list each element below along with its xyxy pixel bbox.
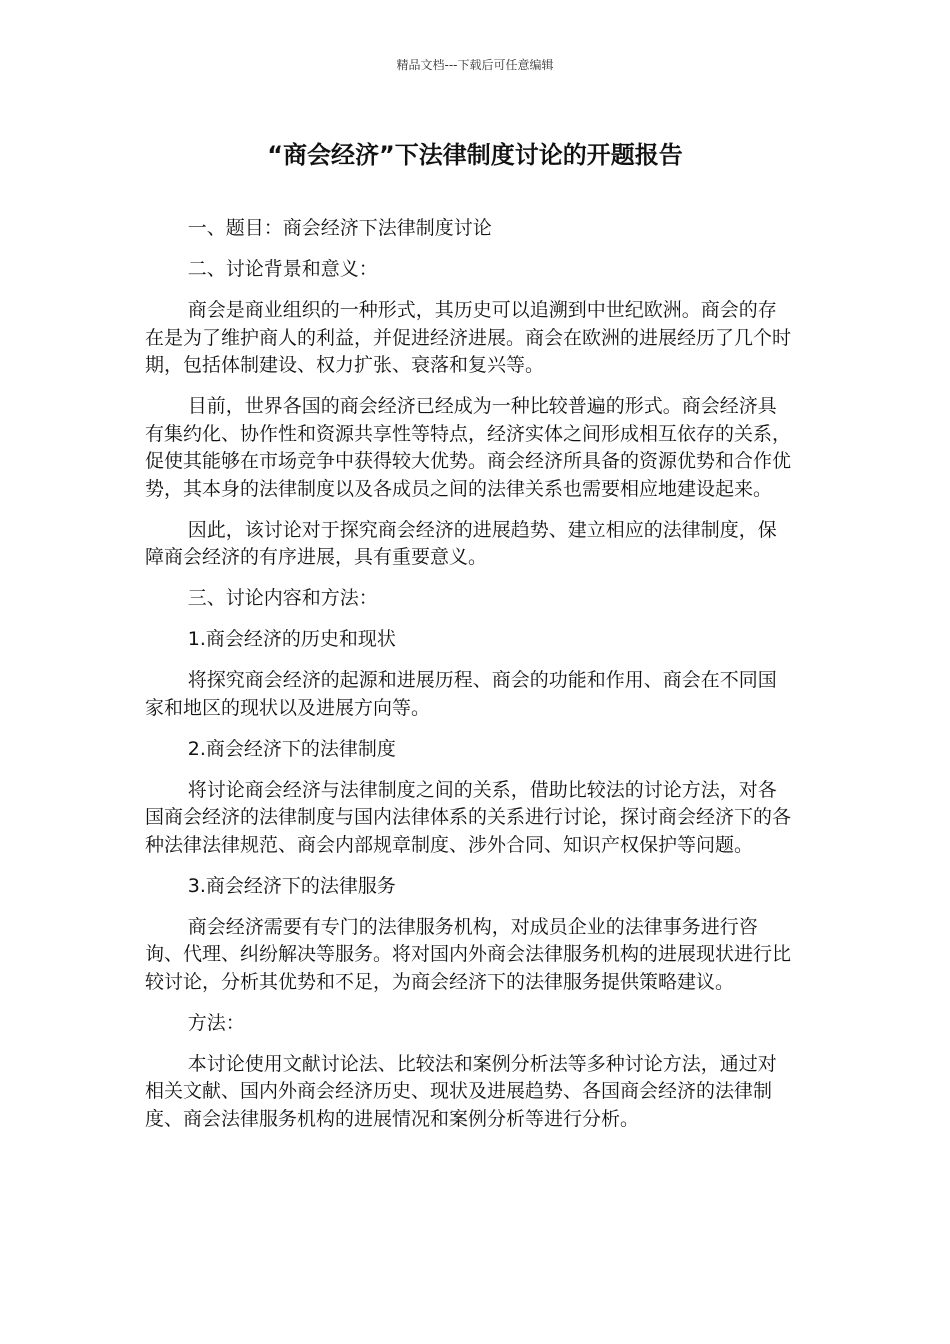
- method-heading: 方法：: [187, 1011, 245, 1034]
- paragraph: 将探究商会经济的起源和进展历程、商会的功能和作用、商会在不同国家和地区的现状以及进展方向等。: [145, 669, 777, 719]
- paragraph: 商会经济需要有专门的法律服务机构，对成员企业的法律事务进行咨询、代理、纠纷解决等服务。将对国内外商会法律服务机构的进展现状进行比较讨论，分析其优势和不足，为商会经济下的法律服务提供策略建议。: [145, 915, 792, 993]
- subsection-heading: 1.商会经济的历史和现状: [187, 628, 396, 650]
- page-header: 精品文档---下载后可任意编辑: [396, 58, 554, 72]
- paragraph: 将讨论商会经济与法律制度之间的关系，借助比较法的讨论方法，对各国商会经济的法律制度与国内法律体系的关系进行讨论，探讨商会经济下的各种法律法律规范、商会内部规章制度、涉外合同、知识产权保护等问题。: [145, 778, 792, 856]
- section-background-heading: 二、讨论背景和意义：: [187, 258, 378, 280]
- section-topic-heading: 一、题目：商会经济下法律制度讨论: [187, 217, 492, 239]
- section-content-heading: 三、讨论内容和方法：: [187, 587, 378, 609]
- document-title: “商会经济”下法律制度讨论的开题报告: [267, 141, 683, 169]
- paragraph: 目前，世界各国的商会经济已经成为一种比较普遍的形式。商会经济具有集约化、协作性和资源共享性等特点，经济实体之间形成相互依存的关系，促使其能够在市场竞争中获得较大优势。商会经济所具备的资源优势和合作优势，其本身的法律制度以及各成员之间的法律关系也需要相应地建设起来。: [145, 395, 792, 500]
- document-body: [145, 215, 795, 1147]
- paragraph: 本讨论使用文献讨论法、比较法和案例分析法等多种讨论方法，通过对相关文献、国内外商会经济历史、现状及进展趋势、各国商会经济的法律制度、商会法律服务机构的进展情况和案例分析等进行分析。: [145, 1052, 777, 1130]
- subsection-heading: 3.商会经济下的法律服务: [187, 874, 396, 897]
- paragraph: 因此，该讨论对于探究商会经济的进展趋势、建立相应的法律制度，保障商会经济的有序进展，具有重要意义。: [145, 518, 777, 568]
- paragraph: 商会是商业组织的一种形式，其历史可以追溯到中世纪欧洲。商会的存在是为了维护商人的利益，并促进经济进展。商会在欧洲的进展经历了几个时期，包括体制建设、权力扩张、衰落和复兴等。: [145, 299, 792, 376]
- subsection-heading: 2.商会经济下的法律制度: [187, 737, 396, 760]
